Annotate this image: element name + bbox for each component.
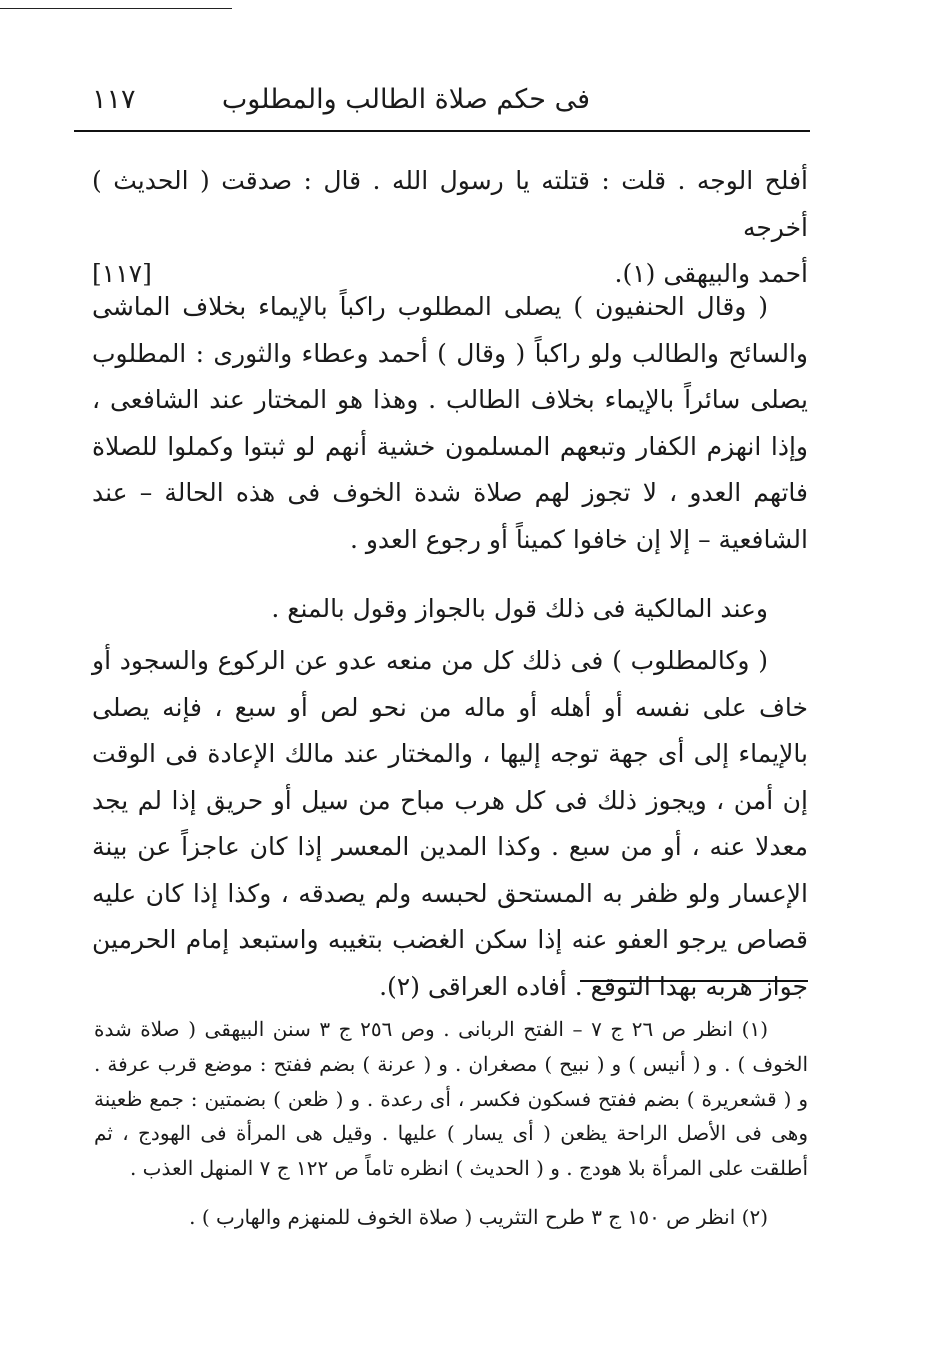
page-number: ١١٧ xyxy=(92,84,136,115)
scan-edge-line xyxy=(0,8,232,9)
header-rule xyxy=(74,130,810,132)
footnotes xyxy=(94,1012,808,1235)
footnote-rule xyxy=(580,980,808,982)
footnote-2: (٢) انظر ص ١٥٠ ج ٣ طرح التثريب ( صلاة الخوف للمنهزم والهارب ) . xyxy=(189,1204,768,1229)
paragraph-line: أفلح الوجه . قلت : قتلته يا رسول الله . قال : صدقت ( الحديث ) أخرجه xyxy=(92,166,808,242)
paragraph-line-end: أحمد والبيهقى (١). xyxy=(614,259,808,288)
paragraph-maliki xyxy=(92,586,808,633)
running-title: فى حكم صلاة الطالب والمطلوب xyxy=(221,84,590,115)
paragraph-text: ( وقال الحنفيون ) يصلى المطلوب راكباً بالإيماء بخلاف الماشى والسائح والطالب ولو راكباً ( وقال ) أحمد وعطاء والثورى : المطلوب يصلى سائراً بالإيماء بخلاف الطالب . وهذا هو المختار عند الشافعى ، وإذا انهزم الكفار وتبعهم المسلمون خشية أنهم لو ثبتوا وكملوا للصلاة فاتهم العدو ، لا تجوز لهم صلاة شدة الخوف فى هذه الحالة – عند الشافعية – إلا إن خافوا كميناً أو رجوع العدو . xyxy=(92,292,808,554)
paragraph-text: ( وكالمطلوب ) فى ذلك كل من منعه عدو عن الركوع والسجود أو خاف على نفسه أو أهله أو ماله من نحو لص أو سبع ، فإنه يصلى بالإيماء إلى أى جهة توجه إليها ، والمختار عند مالك الإعادة فى الوقت إن أمن ، ويجوز ذلك فى كل هرب مباح من سيل أو حريق إذا لم يجد معدلا عنه ، أو من سبع . وكذا المدين المعسر إذا كان عاجزاً عن بينة الإعسار ولو ظفر به المستحق لحبسه ولم يصدقه ، وكذا إذا كان عليه قصاص يرجو العفو عنه إذا سكن الغضب بتغيبه واستبعد إمام الحرمين جواز هربه بهذا التوقع . أفاده العراقى (٢). xyxy=(92,646,808,1001)
paragraph-hanafi xyxy=(92,284,808,563)
paragraph-like-pursued xyxy=(92,638,808,1010)
footnote-1: (١) انظر ص ٢٦ ج ٧ – الفتح الربانى . وص ٢٥٦ ج ٣ سنن البيهقى ( صلاة شدة الخوف ) . و ( أنيس ) و ( نبيح ) مصغران . و ( عرنة ) بضم ففتح : موضع قرب عرفة . و ( قشعريرة ) بضم ففتح فسكون فكسر ، أى رعدة . و ( ظعن ) بضمتين : جمع ظعينة وهى فى الأصل الراحة يظعن ( أى يسار ) عليها . وقيل هى المرأة فى الهودج ، ثم أطلقت على المرأة بلا هودج . و ( الحديث ) انظره تاماً ص ١٢٢ ج ٧ المنهل العذب . xyxy=(94,1017,808,1181)
hadith-reference-number: [١١٧] xyxy=(92,259,152,288)
paragraph-hadith-end xyxy=(92,158,808,298)
page-header xyxy=(86,76,810,126)
paragraph-text: وعند المالكية فى ذلك قول بالجواز وقول بالمنع . xyxy=(271,594,768,623)
